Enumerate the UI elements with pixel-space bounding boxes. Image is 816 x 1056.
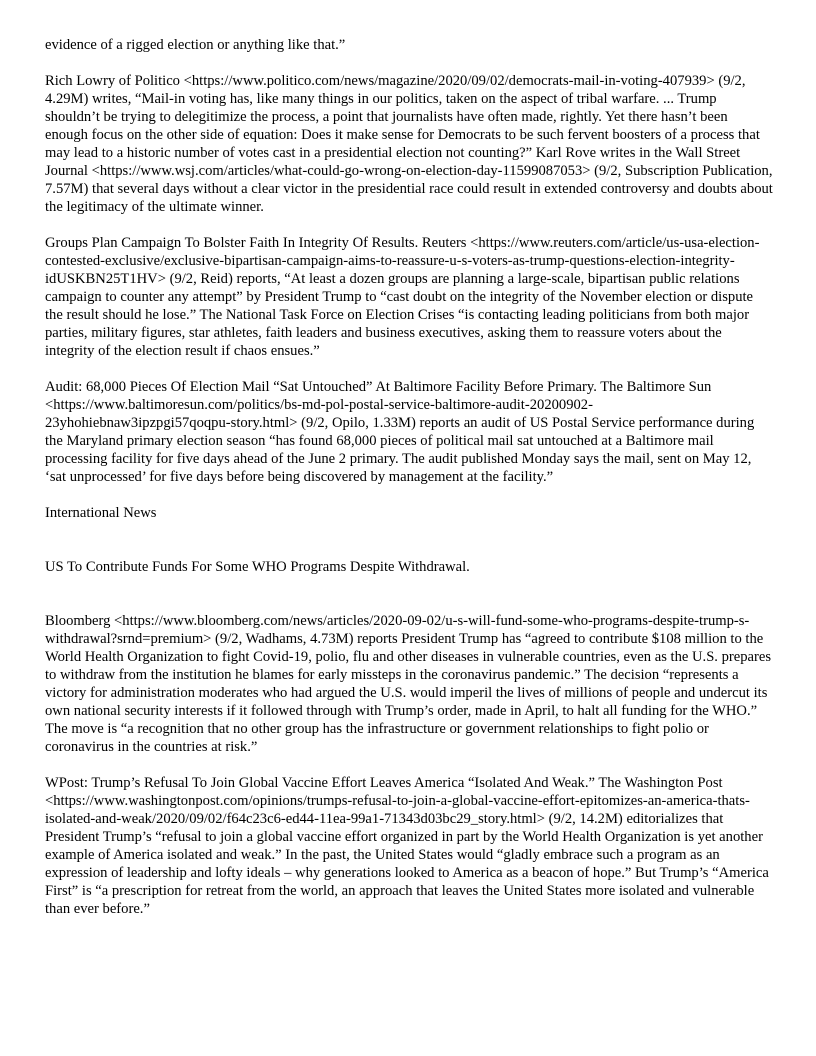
- document-page: [45, 36, 773, 936]
- paragraph-reuters: Groups Plan Campaign To Bolster Faith In Integrity Of Results. Reuters <https://www.reuters.com/article/us-usa-election-contested-exclusive/exclusive-bipartisan-campaign-aims-to-reassure-u-s-voters-as-trump-questions-election-integrity-idUSKBN25T1HV> (9/2, Reid) reports, “At least a dozen groups are planning a large-scale, bipartisan public relations campaign to counter any attempt” by President Trump to “cast doubt on the integrity of the November election or dispute the result should he lose.” The National Task Force on Election Crises “is contacting leading politicians from both major parties, military figures, star athletes, faith leaders and business executives, asking them to reassure voters about the integrity of the election result if chaos ensues.”: [45, 235, 760, 359]
- paragraph-baltimore-sun: Audit: 68,000 Pieces Of Election Mail “Sat Untouched” At Baltimore Facility Before Primary. The Baltimore Sun <https://www.baltimoresun.com/politics/bs-md-pol-postal-service-baltimore-audit-20200902-23yhohiebnaw3ipzpgi57qoqpu-story.html> (9/2, Opilo, 1.33M) reports an audit of US Postal Service performance during the Maryland primary election season “has found 68,000 pieces of political mail sat untouched at a Baltimore mail processing facility for five days ahead of the June 2 primary. The audit published Monday says the mail, sent on May 12, ‘sat unprocessed’ for five days before being discovered by management at the facility.”: [45, 379, 755, 485]
- story-title-who-funding: US To Contribute Funds For Some WHO Programs Despite Withdrawal.: [45, 559, 470, 575]
- paragraph-bloomberg: Bloomberg <https://www.bloomberg.com/news/articles/2020-09-02/u-s-will-fund-some-who-programs-despite-trump-s-withdrawal?srnd=premium> (9/2, Wadhams, 4.73M) reports President Trump has “agreed to contribute $108 million to the World Health Organization to fight Covid-19, polio, flu and other diseases in vulnerable countries, even as the U.S. prepares to withdraw from the institution he blames for early missteps in the coronavirus pandemic.” The decision “represents a victory for administration moderates who had argued the U.S. would imperil the lives of millions of people and undercut its own national security interests if it followed through with Trump’s order, made in April, to halt all funding for the WHO.” The move is “a recognition that no other group has the infrastructure or government relationships to fight polio or coronavirus in the countries at risk.”: [45, 613, 772, 755]
- paragraph-continuation: evidence of a rigged election or anything like that.”: [45, 37, 346, 53]
- paragraph-washington-post: WPost: Trump’s Refusal To Join Global Vaccine Effort Leaves America “Isolated And Weak.” The Washington Post <https://www.washingtonpost.com/opinions/trumps-refusal-to-join-a-global-vaccine-effort-epitomizes-an-america-thats-isolated-and-weak/2020/09/02/f64c23c6-ed44-11ea-99a1-71343d03bc29_story.html> (9/2, 14.2M) editorializes that President Trump’s “refusal to join a global vaccine effort organized in part by the World Health Organization is yet another example of America isolated and weak.” In the past, the United States would “gladly embrace such a program as an expression of leadership and lofty ideals – why generations looked to America as a beacon of hope.” But Trump’s “America First” is “a prescription for retreat from the world, an approach that leaves the United States more isolated and vulnerable than ever before.”: [45, 775, 769, 917]
- paragraph-politico-wsj: Rich Lowry of Politico <https://www.politico.com/news/magazine/2020/09/02/democrats-mail-in-voting-407939> (9/2, 4.29M) writes, “Mail-in voting has, like many things in our politics, taken on the aspect of tribal warfare. ... Trump shouldn’t be trying to delegitimize the process, a point that journalists have often made, rightly. Yet there hasn’t been enough focus on the other side of equation: Does it make sense for Democrats to be such fervent boosters of a process that may lead to a historic number of votes cast in a presidential election not counting?” Karl Rove writes in the Wall Street Journal <https://www.wsj.com/articles/what-could-go-wrong-on-election-day-11599087053> (9/2, Subscription Publication, 7.57M) that several days without a clear victor in the presidential race could result in extended controversy and doubts about the legitimacy of the ultimate winner.: [45, 73, 773, 215]
- section-heading-international-news: International News: [45, 505, 157, 521]
